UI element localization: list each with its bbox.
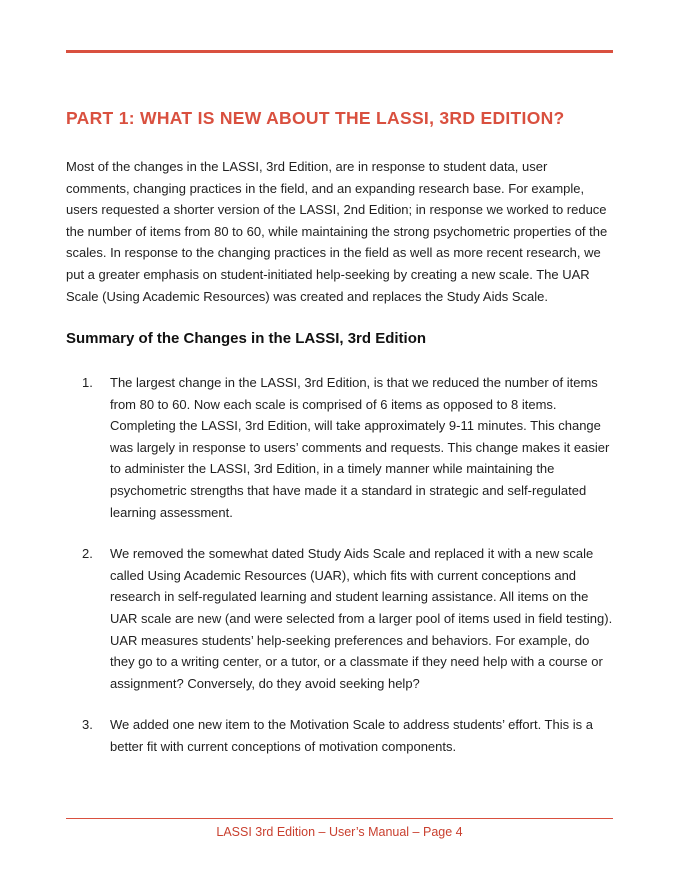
list-item-number: 1. <box>82 375 93 390</box>
summary-heading: Summary of the Changes in the LASSI, 3rd Edition <box>66 330 427 347</box>
list-item <box>66 714 614 757</box>
page-footer: LASSI 3rd Edition – User’s Manual – Page 4 <box>216 825 463 839</box>
footer-divider <box>66 818 613 819</box>
changes-list <box>66 372 614 778</box>
list-item <box>66 543 614 694</box>
intro-paragraph: Most of the changes in the LASSI, 3rd Edition, are in response to student data, user comments, changing practices in the field, and an expanding research base. For example, users requested a shorter version of the LASSI, 2nd Edition; in response we worked to reduce the number of items from 80 to 60, while maintaining the strong psychometric properties of the scales. In response to the changing practices in the field as well as more recent research, we put a greater emphasis on student-initiated help-seeking by creating a new scale. The UAR Scale (Using Academic Resources) was created and replaces the Study Aids Scale. <box>66 159 608 304</box>
list-item-text: We added one new item to the Motivation Scale to address students’ effort. This is a better fit with current conceptions of motivation components. <box>110 717 593 754</box>
list-item <box>66 372 614 523</box>
list-item-text: The largest change in the LASSI, 3rd Edition, is that we reduced the number of items from 80 to 60. Now each scale is comprised of 6 items as opposed to 8 items. Completing the LASSI, 3rd Edition, will take approximately 9-11 minutes. This change was largely in response to users’ comments and requests. This change makes it easier to administer the LASSI, 3rd Edition, in a timely manner while maintaining the psychometric strengths that have made it a standard in strategic and self-regulated learning assessment. <box>110 375 610 520</box>
list-item-number: 3. <box>82 717 93 733</box>
part-heading: PART 1: WHAT IS NEW ABOUT THE LASSI, 3RD EDITION? <box>66 108 565 128</box>
list-item-number: 2. <box>82 546 93 562</box>
top-divider <box>66 50 613 53</box>
list-item-text: We removed the somewhat dated Study Aids Scale and replaced it with a new scale called Using Academic Resources (UAR), which fits with current conceptions and research in self-regulated learning and student learning assistance. All items on the UAR scale are new (and were selected from a larger pool of items used in field testing). UAR measures students’ help-seeking preferences and behaviors. For example, do they go to a writing center, or a tutor, or a classmate if they need help with a course or assignment? Conversely, do they avoid seeking help? <box>110 546 613 691</box>
